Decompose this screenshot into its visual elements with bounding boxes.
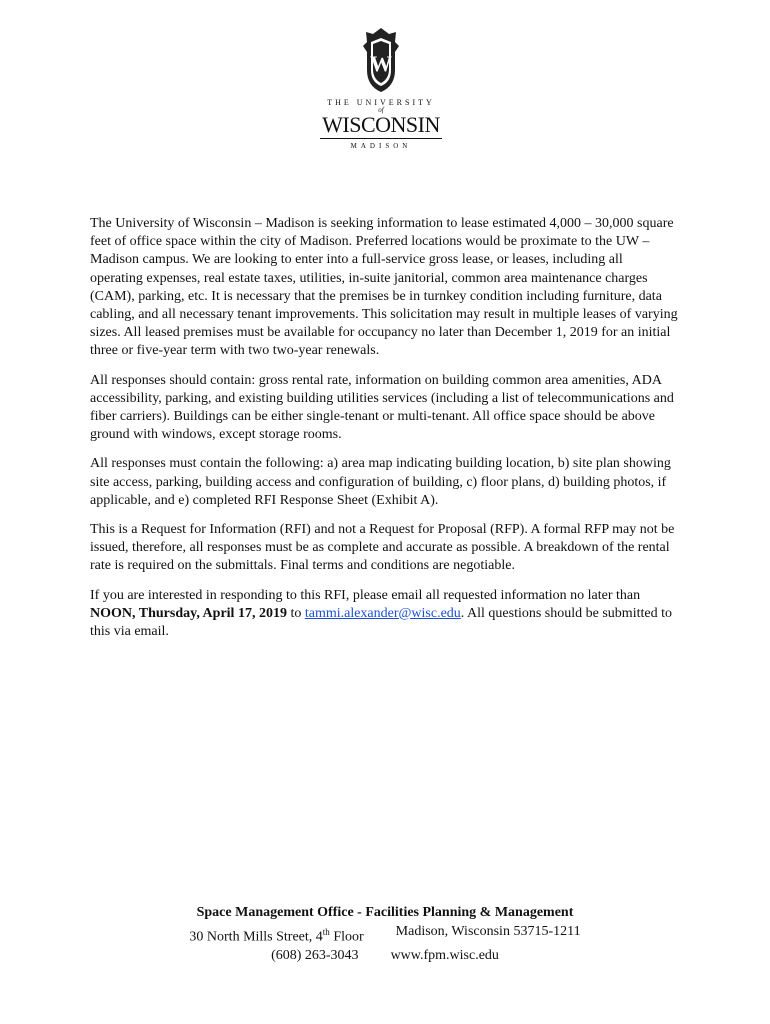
footer-city: Madison, Wisconsin 53715-1211 xyxy=(395,923,581,939)
paragraph-rfi-notice: This is a Request for Information (RFI) and not a Request for Proposal (RFP). A formal RFP may not be issued, therefore, all responses must be as complete and accurate as possible. A breakdown of the rental rate is required on the submittals. Final terms and conditions are negotiable. xyxy=(90,522,675,574)
footer-phone: (608) 263-3043 xyxy=(271,947,359,963)
submission-text-start: If you are interested in responding to this RFI, please email all requested information no later than xyxy=(90,587,641,603)
footer-street-post: Floor xyxy=(329,929,364,945)
footer-website: www.fpm.wisc.edu xyxy=(390,947,499,963)
footer-address-row xyxy=(150,923,620,947)
letter-footer xyxy=(150,904,620,965)
logo-line-madison: MADISON xyxy=(350,142,412,150)
footer-office-name: Space Management Office - Facilities Planning & Management xyxy=(196,905,574,920)
submission-text-to: to xyxy=(286,605,305,621)
paragraph-response-content: All responses should contain: gross rental rate, information on building common area amenities, ADA accessibility, parking, and existing building utilities services (including a list of telecommunications and fiber carriers). Buildings can be either single-tenant or multi-tenant. All office space should be above ground with windows, except storage rooms. xyxy=(90,372,674,443)
footer-street-pre: 30 North Mills Street, 4 xyxy=(189,929,323,945)
letter-body xyxy=(90,215,678,652)
contact-email-link[interactable]: tammi.alexander@wisc.edu xyxy=(304,605,461,621)
submission-text-end: . All questions should be submitted to this via email. xyxy=(90,605,672,640)
crest-icon xyxy=(361,26,401,94)
logo-line-wisconsin: WISCONSIN xyxy=(322,112,440,137)
university-logo xyxy=(320,26,442,150)
footer-contact-row xyxy=(150,947,620,966)
paragraph-intro: The University of Wisconsin – Madison is seeking information to lease estimated 4,000 – 30,000 square feet of office space within the city of Madison. Preferred locations would be proximate to the UW – Madison campus. We are looking to enter into a full-service gross lease, or leases, including all operating expenses, real estate taxes, utilities, in-suite janitorial, common area maintenance charges (CAM), parking, etc. It is necessary that the premises be in turnkey condition including furniture, data cabling, and all necessary tenant improvements. This solicitation may result in multiple leases of varying sizes. All leased premises must be available for occupancy no later than December 1, 2019 for an initial three or five-year term with two two-year renewals. xyxy=(90,216,678,359)
paragraph-required-items: All responses must contain the following: a) area map indicating building location, b) site plan showing site access, parking, building access and configuration of building, c) floor plans, d) building photos, if applicable, and e) completed RFI Response Sheet (Exhibit A). xyxy=(90,456,671,508)
crest-letter: W xyxy=(370,51,392,76)
footer-street-sup: th xyxy=(322,926,330,937)
paragraph-submission xyxy=(90,587,678,642)
submission-deadline: NOON, Thursday, April 17, 2019 xyxy=(90,605,287,621)
logo-line-the-university: THE UNIVERSITY xyxy=(327,98,435,107)
footer-street-address xyxy=(189,923,363,947)
logo-line-of: of xyxy=(378,106,384,114)
